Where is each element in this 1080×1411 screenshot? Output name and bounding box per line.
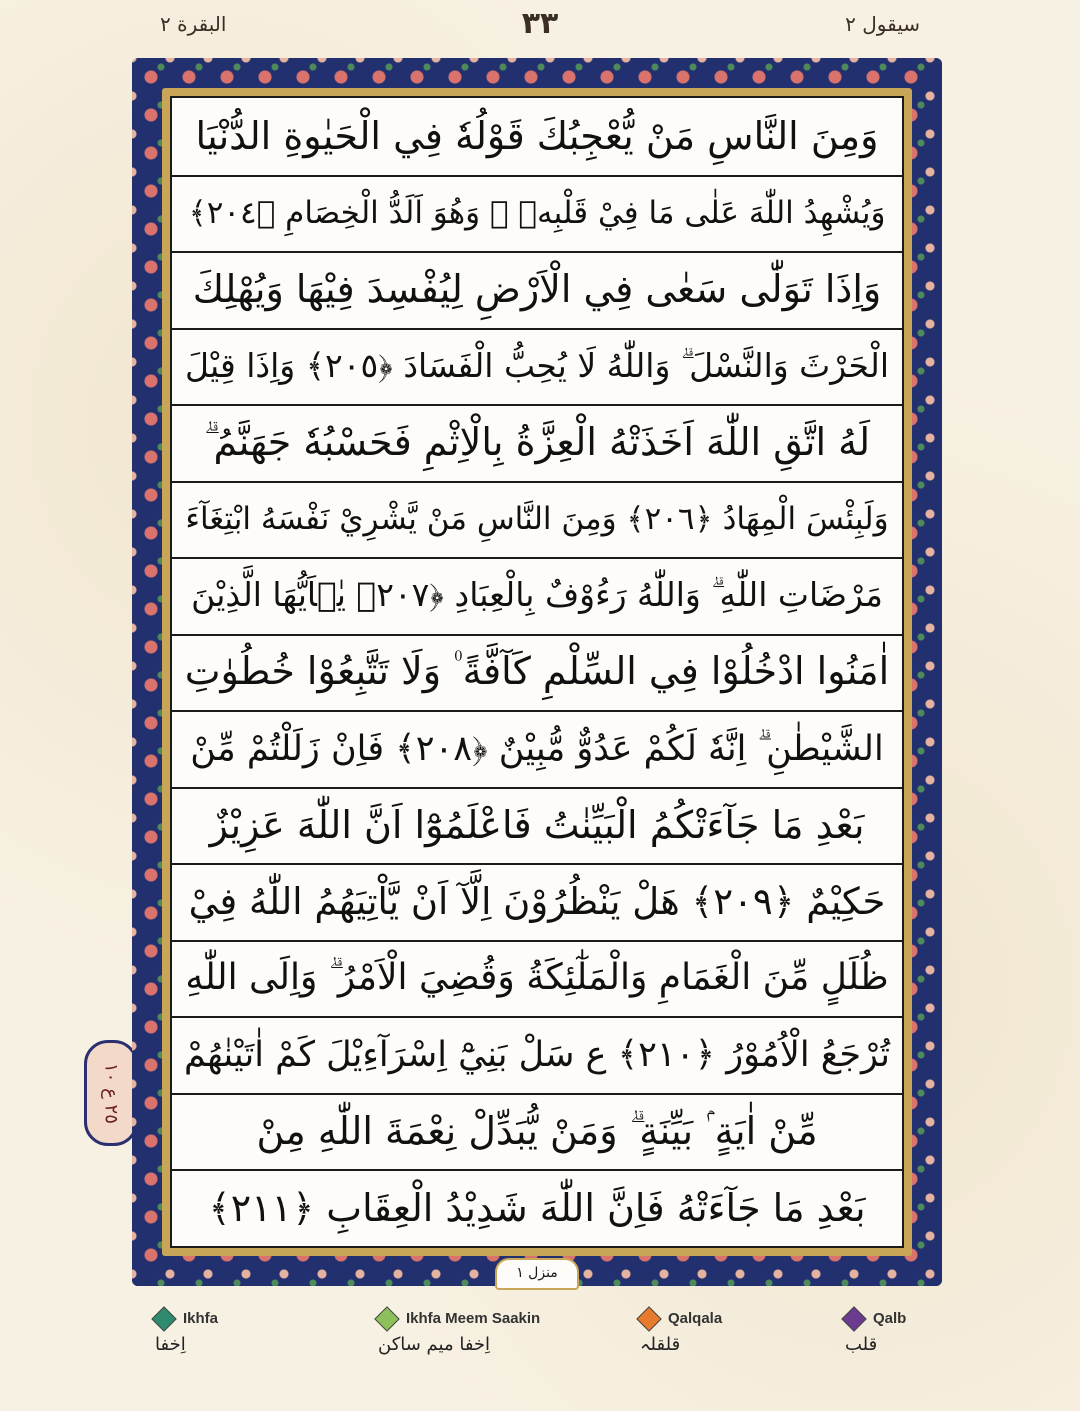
verse-line: [172, 710, 902, 789]
verse-text: الْحَرْثَ وَالنَّسْلَ ۗ وَاللّٰهُ لَا يُحِبُّ الْفَسَادَ ﴿٢٠٥﴾ وَاِذَا قِيْلَ: [185, 345, 889, 385]
legend-item-qalqala: [640, 1308, 722, 1355]
legend-item-ikhfa-meem-saakin: [378, 1308, 540, 1355]
diamond-icon: [841, 1306, 866, 1331]
legend-item-ikhfa: [155, 1308, 218, 1355]
ruku-marker: ٢٥ ع ١٠: [84, 1040, 138, 1146]
verse-text: وَاِذَا تَوَلّٰى سَعٰى فِي الْاَرْضِ لِيُفْسِدَ فِيْهَا وَيُهْلِكَ: [192, 267, 882, 312]
verse-line: [172, 251, 902, 330]
verse-text: الشَّيْطٰنِ ۗ اِنَّهٗ لَكُمْ عَدُوٌّ مُّبِيْنٌ ﴿٢٠٨﴾ فَاِنْ زَلَلْتُمْ مِّنْ: [190, 728, 884, 769]
verse-text: مَرْضَاتِ اللّٰهِ ۗ وَاللّٰهُ رَءُوْفٌ بِالْعِبَادِ ﴿٢٠٧﴾ يٰۤاَيُّهَا الَّذِيْنَ: [191, 575, 883, 615]
legend-label-urdu: اِخفا میم ساکن: [378, 1333, 491, 1355]
legend-label: Qalb: [873, 1310, 907, 1327]
verse-line: [172, 634, 902, 713]
page-header: [0, 0, 1080, 58]
para-name: سيقول ٢: [845, 12, 920, 36]
verse-line: [172, 328, 902, 407]
verse-text: بَعْدِ مَا جَآءَتْكُمُ الْبَيِّنٰتُ فَاعْلَمُوْٓا اَنَّ اللّٰهَ عَزِيْزٌ: [209, 803, 865, 848]
verse-text: بَعْدِ مَا جَآءَتْهُ فَاِنَّ اللّٰهَ شَدِيْدُ الْعِقَابِ ﴿٢١١﴾: [208, 1185, 866, 1230]
diamond-icon: [151, 1306, 176, 1331]
verse-line: [172, 481, 902, 560]
diamond-icon: [636, 1306, 661, 1331]
verse-line: [172, 940, 902, 1019]
verse-line: [172, 1093, 902, 1172]
verse-text: وَلَبِئْسَ الْمِهَادُ ﴿٢٠٦﴾ وَمِنَ النَّاسِ مَنْ يَّشْرِيْ نَفْسَهُ ابْتِغَآءَ: [185, 500, 889, 537]
legend-label-urdu: اِخفا: [155, 1333, 186, 1355]
verse-text: وَمِنَ النَّاسِ مَنْ يُّعْجِبُكَ قَوْلُهٗ فِي الْحَيٰوةِ الدُّنْيَا: [195, 114, 879, 159]
surah-name: البقرة ٢: [160, 12, 227, 36]
verse-text: تُرْجَعُ الْاُمُوْرُ ﴿٢١٠﴾ ع سَلْ بَنِيْٓ اِسْرَآءِيْلَ كَمْ اٰتَيْنٰهُمْ: [183, 1034, 891, 1075]
verse-line: [172, 98, 902, 177]
verse-text: وَيُشْهِدُ اللّٰهَ عَلٰى مَا فِيْ قَلْبِهٖ ۙ وَهُوَ اَلَدُّ الْخِصَامِ ﴿٢٠٤﴾: [188, 194, 886, 231]
verse-text: حَكِيْمٌ ﴿٢٠٩﴾ هَلْ يَنْظُرُوْنَ اِلَّآ اَنْ يَّاْتِيَهُمُ اللّٰهُ فِيْ: [188, 880, 886, 924]
verse-panel: [170, 96, 904, 1248]
diamond-icon: [374, 1306, 399, 1331]
verse-text: مِّنْ اٰيَةٍ ۢ بَيِّنَةٍ ۗ وَمَنْ يُّبَدِّلْ نِعْمَةَ اللّٰهِ مِنْ: [256, 1108, 818, 1153]
tajweed-legend: [0, 1290, 1080, 1411]
verse-line: [172, 404, 902, 483]
legend-label-urdu: قلقلہ: [640, 1333, 681, 1355]
legend-label-urdu: قلب: [845, 1333, 878, 1355]
verse-text: لَهُ اتَّقِ اللّٰهَ اَخَذَتْهُ الْعِزَّةُ بِالْاِثْمِ فَحَسْبُهٗ جَهَنَّمُ ۗ: [203, 419, 871, 464]
legend-label: Ikhfa: [183, 1310, 219, 1327]
verse-line: [172, 1016, 902, 1095]
legend-label: Qalqala: [668, 1310, 723, 1327]
legend-item-qalb: [845, 1308, 906, 1355]
decorative-border: [132, 58, 942, 1286]
page-number: ٣٣: [521, 6, 559, 41]
verse-line: [172, 787, 902, 866]
verse-line: [172, 175, 902, 254]
verse-line: [172, 557, 902, 636]
verse-line: [172, 1169, 902, 1246]
verse-line: [172, 863, 902, 942]
verse-text: ظُلَلٍ مِّنَ الْغَمَامِ وَالْمَلٰٓئِكَةُ وَقُضِيَ الْاَمْرُ ۗ وَاِلَى اللّٰهِ: [185, 957, 889, 999]
verse-text: اٰمَنُوا ادْخُلُوْا فِي السِّلْمِ كَآفَّةً ۠ وَلَا تَتَّبِعُوْا خُطُوٰتِ: [184, 649, 890, 694]
manzil-label: منزل ١: [495, 1258, 579, 1290]
legend-label: Ikhfa Meem Saakin: [406, 1310, 541, 1327]
